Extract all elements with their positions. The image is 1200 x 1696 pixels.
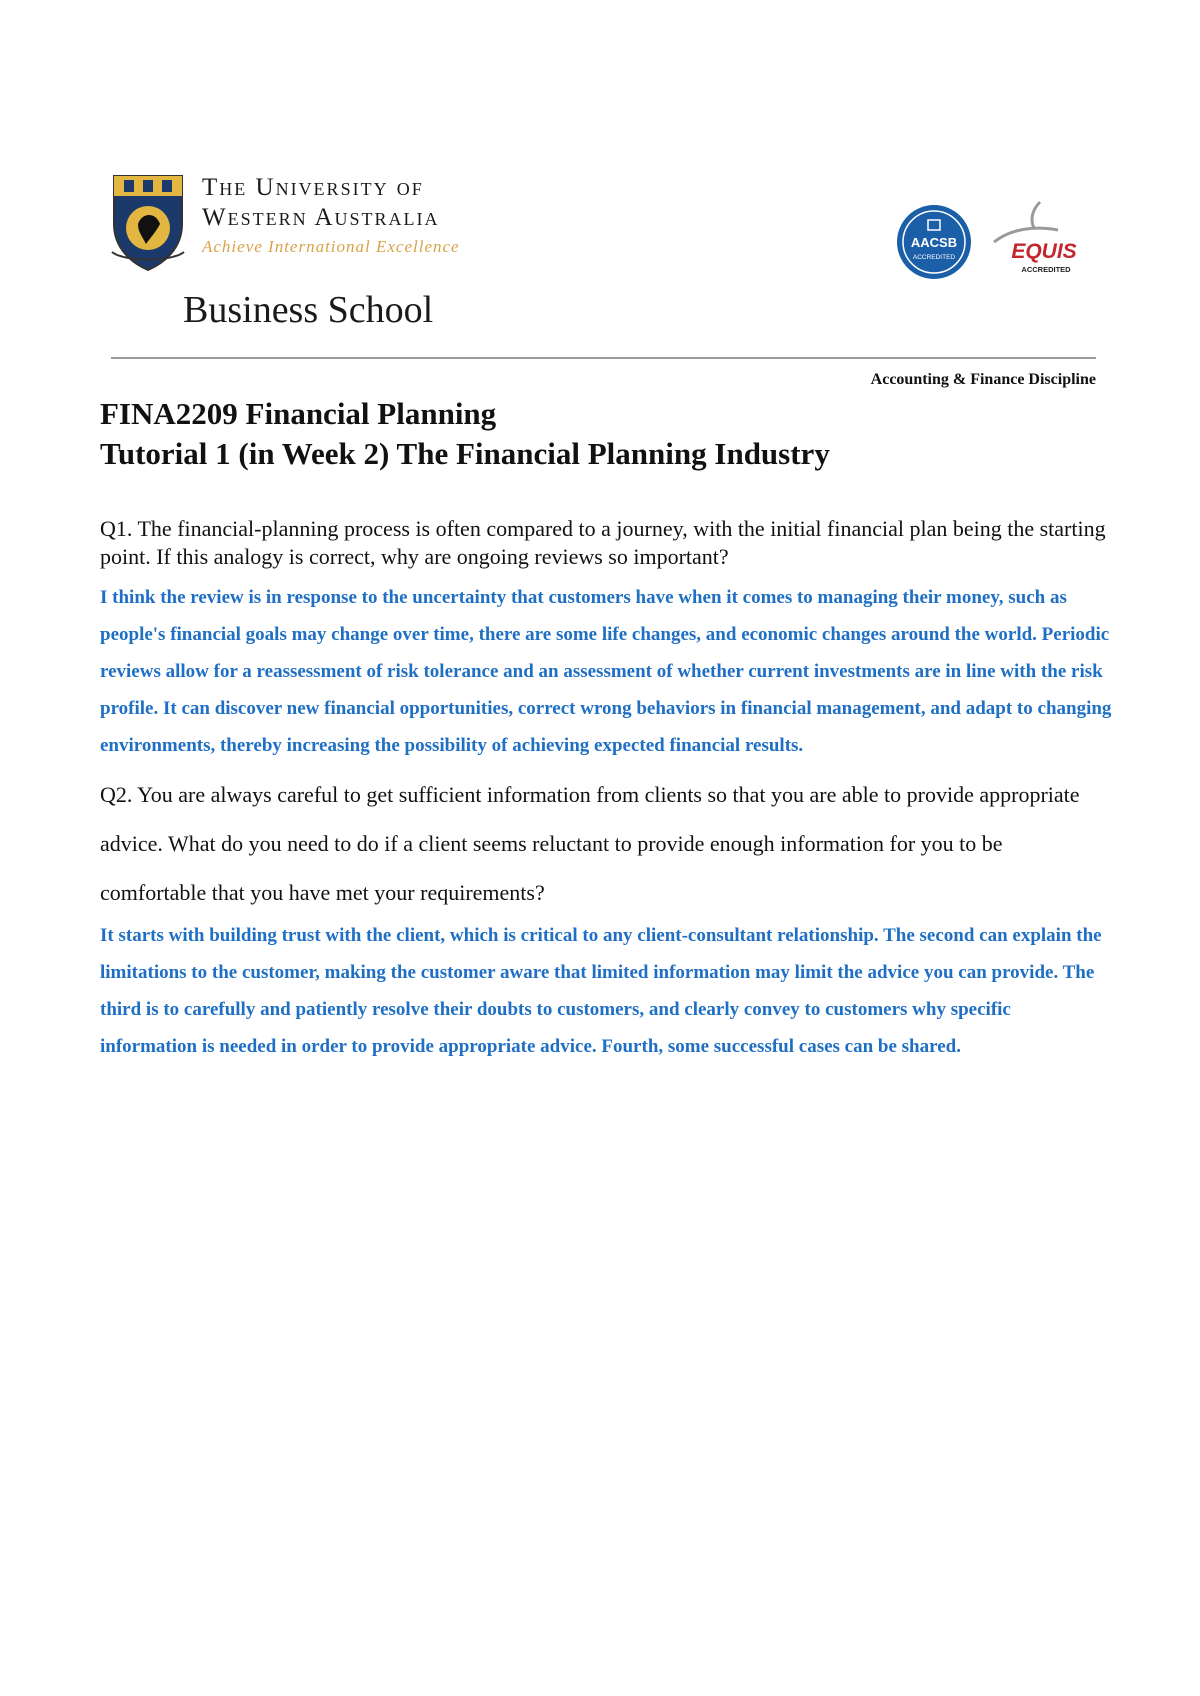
- answer-1: I think the review is in response to the uncertainty that customers have when it comes to managing their money, such as people's financial goals may change over time, there are some life changes, and economic changes around the world. Periodic reviews allow for a reassessment of risk tolerance and an assessment of whether current investments are in line with the risk profile. It can discover new financial opportunities, correct wrong behaviors in financial management, and adapt to changing environments, thereby increasing the possibility of achieving expected financial results.: [100, 587, 1112, 756]
- answer-2: It starts with building trust with the client, which is critical to any client-consultant relationship. The second can explain the limitations to the customer, making the customer aware that limited information may limit the advice you can provide. The third is to carefully and patiently resolve their doubts to customers, and clearly convey to customers why specific information is needed in order to provide appropriate advice. Fourth, some successful cases can be shared.: [100, 925, 1102, 1057]
- aacsb-accredited-logo: [895, 203, 973, 281]
- university-name-line2: Western Australia: [202, 204, 440, 231]
- university-motto: Achieve International Excellence: [202, 237, 460, 256]
- university-wordmark: [202, 173, 502, 257]
- tutorial-content: [100, 515, 1112, 1065]
- document-title: [100, 394, 1110, 474]
- question-2: Q2. You are always careful to get sufficient information from clients so that you are able to provide appropriate advice. What do you need to do if a client seems reluctant to provide enough information for you to be comfortable that you have met your requirements?: [100, 782, 1080, 905]
- header-divider: [111, 357, 1096, 359]
- discipline-label: Accounting & Finance Discipline: [870, 371, 1096, 388]
- aacsb-subtext: ACCREDITED: [912, 254, 956, 261]
- equis-subtext: ACCREDITED: [1021, 265, 1071, 274]
- school-name: Business School: [183, 289, 434, 331]
- aacsb-text: AACSB: [910, 235, 958, 250]
- tutorial-title: Tutorial 1 (in Week 2) The Financial Planning Industry: [100, 436, 830, 471]
- question-1: Q1. The financial-planning process is often compared to a journey, with the initial financial plan being the starting point. If this analogy is correct, why are ongoing reviews so important?: [100, 516, 1106, 569]
- equis-text: EQUIS: [1011, 240, 1077, 263]
- uwa-crest-logo: [110, 172, 186, 272]
- equis-accredited-logo: [982, 198, 1088, 282]
- course-title: FINA2209 Financial Planning: [100, 396, 497, 431]
- university-name-line1: The University of: [202, 174, 424, 201]
